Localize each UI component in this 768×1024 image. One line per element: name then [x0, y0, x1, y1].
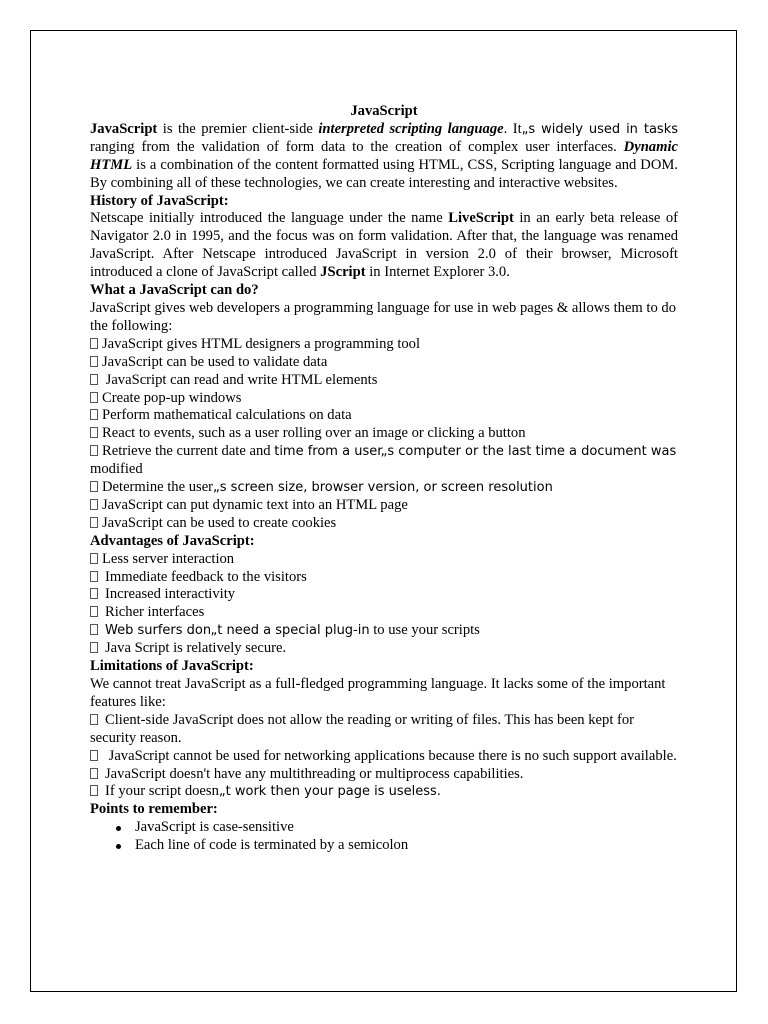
limitations-intro: We cannot treat JavaScript as a full-fledged programming language. It lacks some of the important features like:: [90, 676, 666, 710]
cando-heading: What a JavaScript can do?: [90, 282, 259, 299]
checkbox-glyph-icon: [90, 517, 98, 528]
limitation-item-text: JavaScript cannot be used for networking applications because there is no such support available.: [105, 747, 677, 764]
cando-item: [90, 390, 678, 408]
checkbox-glyph-icon: [90, 606, 98, 617]
limitation-item: [90, 748, 678, 766]
advantage-item: [90, 551, 678, 569]
document-title: JavaScript: [350, 103, 418, 119]
cando-item: [90, 372, 678, 390]
limitations-heading: Limitations of JavaScript:: [90, 658, 254, 675]
cando-item-text: Perform mathematical calculations on data: [102, 407, 352, 424]
cando-item-text: Retrieve the current date and: [102, 443, 275, 460]
cando-item-text: JavaScript gives HTML designers a programming tool: [102, 335, 421, 352]
cando-item-text: JavaScript can be used to validate data: [102, 353, 328, 370]
intro-term: JavaScript: [90, 120, 158, 137]
limitation-item: [90, 783, 678, 801]
checkbox-glyph-icon: [90, 714, 98, 725]
advantage-item: [90, 622, 678, 640]
intro-emphasis-2: Dynamic HTML: [90, 138, 678, 173]
advantage-item-text: Java Script is relatively secure.: [105, 640, 287, 657]
cando-item: [90, 354, 678, 372]
limitation-item-text: „t work then your page is useless.: [218, 784, 441, 800]
checkbox-glyph-icon: [90, 624, 98, 635]
checkbox-glyph-icon: [90, 785, 98, 796]
checkbox-glyph-icon: [90, 356, 98, 367]
checkbox-glyph-icon: [90, 338, 98, 349]
cando-item-text: JavaScript can read and write HTML elements: [102, 371, 378, 388]
checkbox-glyph-icon: [90, 768, 98, 779]
advantage-item-text: Increased interactivity: [105, 586, 236, 603]
history-text-2: in an early beta release of Navigator 2.0 in 1995, and the focus was on form validation. After that, the language was renamed JavaScript. After Netscape introduced JavaScript in version 2.0 of their browser, Microsoft introduced a clone of JavaScript called: [90, 210, 678, 281]
intro-text-1: is the premier client-side: [157, 120, 319, 137]
checkbox-glyph-icon: [90, 392, 98, 403]
cando-item: [90, 336, 678, 354]
cando-item: [90, 515, 678, 533]
intro-paragraph: [90, 121, 678, 193]
cando-item: [90, 443, 678, 479]
list-item: Each line of code is terminated by a semicolon: [135, 837, 678, 855]
advantages-heading: Advantages of JavaScript:: [90, 532, 255, 549]
advantage-item-text: to use your scripts: [369, 622, 480, 639]
cando-item-text: React to events, such as a user rolling over an image or clicking a button: [102, 425, 526, 442]
history-text-1: Netscape initially introduced the language under the name: [90, 210, 449, 227]
advantage-item-text: Web surfers don: [105, 623, 211, 639]
cando-item-text: Determine the user: [102, 479, 214, 496]
checkbox-glyph-icon: [90, 445, 98, 456]
checkbox-glyph-icon: [90, 374, 98, 385]
cando-item: [90, 479, 678, 497]
advantage-item-text: „t need a special plug-in: [210, 623, 370, 639]
advantage-item-text: Richer interfaces: [105, 604, 205, 621]
checkbox-glyph-icon: [90, 499, 98, 510]
advantage-item-text: Less server interaction: [102, 550, 235, 567]
cando-item: [90, 407, 678, 425]
cando-item-text: Create pop-up windows: [102, 389, 242, 406]
cando-intro: JavaScript gives web developers a programming language for use in web pages & allows them to do the following:: [90, 299, 677, 334]
advantage-item: [90, 586, 678, 604]
checkbox-glyph-icon: [90, 750, 98, 761]
checkbox-glyph-icon: [90, 571, 98, 582]
limitation-item: [90, 766, 678, 784]
limitation-item: [90, 712, 678, 748]
intro-text-5: is a combination of the content formatted using HTML, CSS, Scripting language and DOM. By combining all of these technologies, we can create interesting and interactive websites.: [90, 156, 678, 191]
intro-text-2: . It: [503, 120, 522, 137]
history-bold-1: LiveScript: [448, 210, 514, 227]
limitation-item-text: If your script doesn: [105, 783, 219, 800]
points-list: [90, 819, 678, 855]
history-paragraph: [90, 210, 678, 282]
history-heading: History of JavaScript:: [90, 192, 229, 209]
cando-item-text: modified: [90, 461, 143, 478]
intro-text-4: ranging from the validation of form data to the creation of complex user interfaces.: [90, 138, 624, 155]
intro-emphasis-1: interpreted scripting language: [318, 120, 504, 137]
advantage-item: [90, 640, 678, 658]
cando-item-text: „s screen size, browser version, or screen resolution: [213, 480, 553, 496]
cando-item-text: JavaScript can be used to create cookies: [102, 514, 337, 531]
cando-item: [90, 425, 678, 443]
intro-text-3: „s widely used in tasks: [521, 121, 679, 137]
history-text-3: in Internet Explorer 3.0.: [365, 264, 510, 281]
cando-item-text: time from a user„s computer or the last time a document was: [274, 444, 677, 460]
checkbox-glyph-icon: [90, 409, 98, 420]
history-bold-2: JScript: [320, 264, 366, 281]
checkbox-glyph-icon: [90, 642, 98, 653]
points-heading: Points to remember:: [90, 801, 218, 818]
cando-item: [90, 497, 678, 515]
advantage-item: [90, 604, 678, 622]
limitation-item-text: JavaScript doesn't have any multithreading or multiprocess capabilities.: [105, 765, 524, 782]
list-item: JavaScript is case-sensitive: [135, 819, 678, 837]
checkbox-glyph-icon: [90, 553, 98, 564]
document-body: [90, 103, 678, 855]
cando-item-text: JavaScript can put dynamic text into an HTML page: [102, 496, 408, 513]
checkbox-glyph-icon: [90, 481, 98, 492]
checkbox-glyph-icon: [90, 588, 98, 599]
limitation-item-text: Client-side JavaScript does not allow the reading or writing of files. This has been kept for security reason.: [90, 711, 635, 746]
advantage-item: [90, 569, 678, 587]
advantage-item-text: Immediate feedback to the visitors: [105, 568, 307, 585]
checkbox-glyph-icon: [90, 427, 98, 438]
